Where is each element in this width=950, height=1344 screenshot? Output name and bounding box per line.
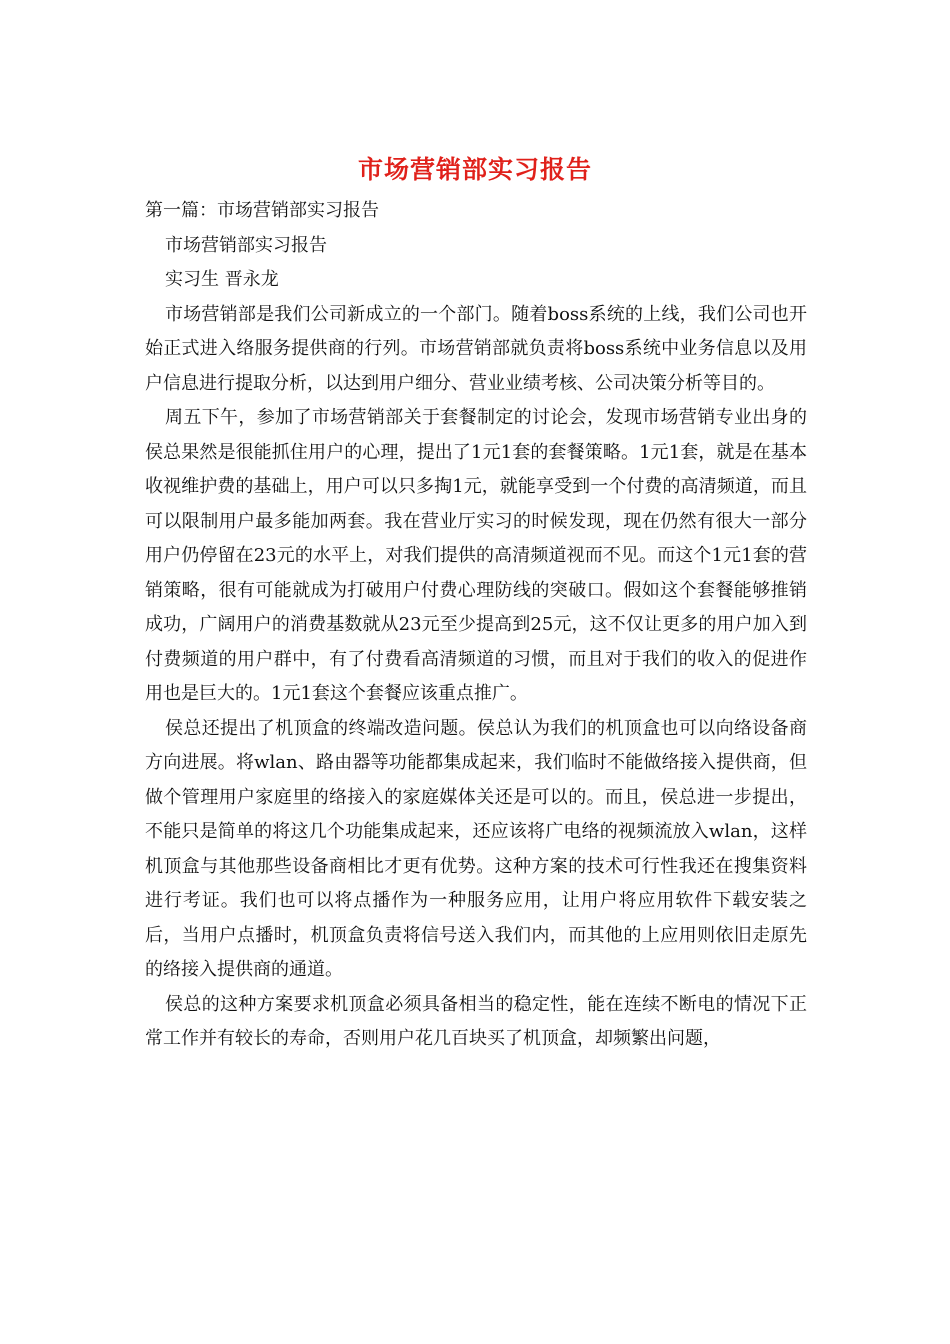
report-subtitle: 市场营销部实习报告 (165, 234, 327, 256)
body-paragraph: 周五下午，参加了市场营销部关于套餐制定的讨论会，发现市场营销专业出身的侯总果然是很能抓住用户的心理，提出了1元1套的套餐策略。1元1套，就是在基本收视维护费的基础上，用户可以只多掏1元，就能享受到一个付费的高清频道，而且可以限制用户最多能加两套。我在营业厅实习的时候发现，现在仍然有很大一部分用户仍停留在23元的水平上，对我们提供的高清频道视而不见。而这个1元1套的营销策略，很有可能就成为打破用户付费心理防线的突破口。假如这个套餐能够推销成功，广阔用户的消费基数就从23元至少提高到25元，这不仅让更多的用户加入到付费频道的用户群中，有了付费看高清频道的习惯，而且对于我们的收入的促进作用也是巨大的。1元1套这个套餐应该重点推广。 (145, 407, 807, 704)
body-paragraph: 侯总还提出了机顶盒的终端改造问题。侯总认为我们的机顶盒也可以向络设备商方向进展。将wlan、路由器等功能都集成起来，我们临时不能做络接入提供商，但做个管理用户家庭里的络接入的家庭媒体关还是可以的。而且，侯总进一步提出，不能只是简单的将这几个功能集成起来，还应该将广电络的视频流放入wlan，这样机顶盒与其他那些设备商相比才更有优势。这种方案的技术可行性我还在搜集资料进行考证。我们也可以将点播作为一种服务应用，让用户将应用软件下载安装之后，当用户点播时，机顶盒负责将信号送入我们内，而其他的上应用则依旧走原先的络接入提供商的通道。 (145, 717, 807, 980)
author-line: 实习生 晋永龙 (165, 269, 279, 290)
section-heading: 第一篇：市场营销部实习报告 (145, 200, 379, 221)
document-body (145, 194, 807, 1057)
document-title: 市场营销部实习报告 (357, 155, 592, 184)
body-paragraph: 市场营销部是我们公司新成立的一个部门。随着boss系统的上线，我们公司也开始正式进入络服务提供商的行列。市场营销部就负责将boss系统中业务信息以及用户信息进行提取分析，以达到用户细分、营业业绩考核、公司决策分析等目的。 (145, 303, 807, 394)
body-paragraph: 侯总的这种方案要求机顶盒必须具备相当的稳定性，能在连续不断电的情况下正常工作并有较长的寿命，否则用户花几百块买了机顶盒，却频繁出问题， (145, 993, 807, 1049)
